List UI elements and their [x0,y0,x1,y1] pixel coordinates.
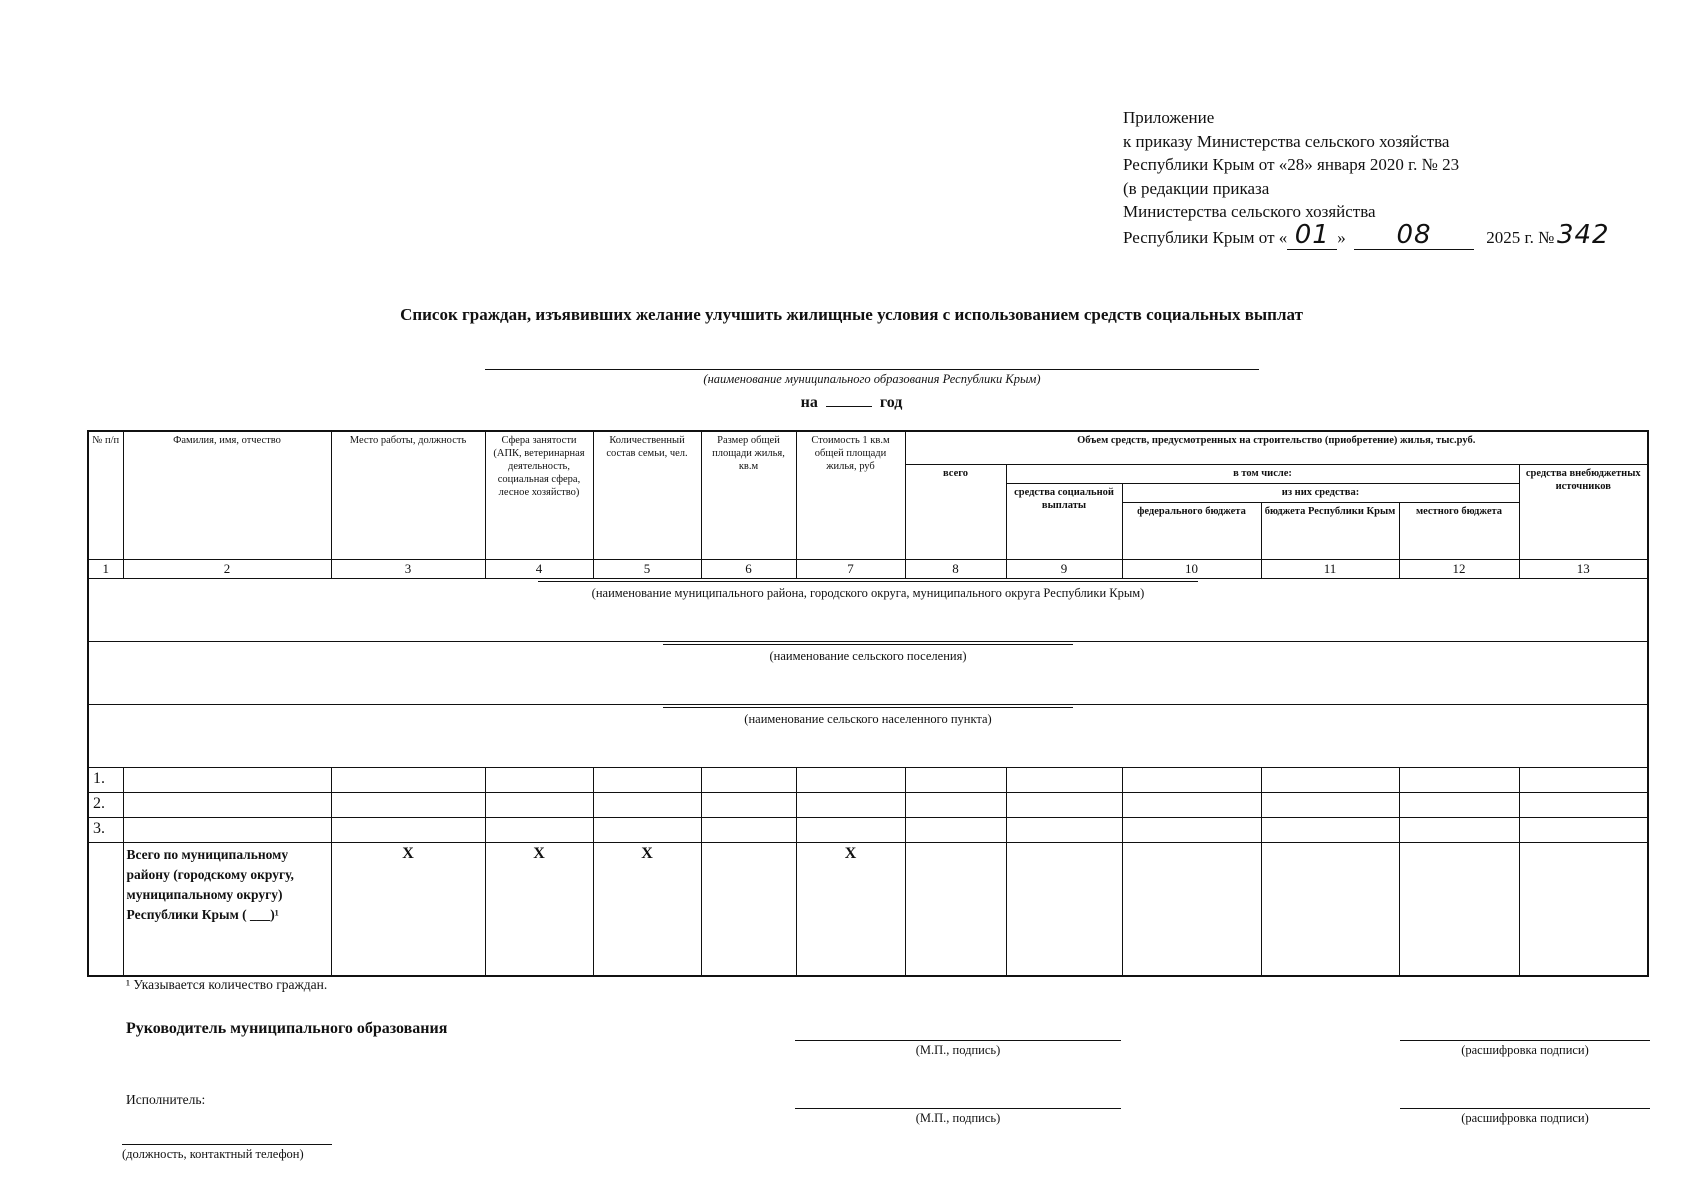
total-label: Всего по муниципальному району (городскому округу, муниципальному округу) Республики Крым ( ___)¹ [123,843,331,977]
header-extrabudget: средства внебюджетных источников [1519,465,1648,560]
header-of-which: из них средства: [1122,484,1519,503]
colnum: 11 [1261,560,1399,579]
header-family-size: Количественный состав семьи, чел. [593,431,701,560]
table-row [88,818,1648,843]
citizens-table [87,430,1649,977]
head-signature-line: (М.П., подпись) [795,1040,1121,1058]
section-row-district [88,579,1648,642]
appendix-line-1: Приложение [1123,108,1215,127]
position-caption: (должность, контактный телефон) [122,1147,304,1161]
row-number: 3. [88,818,123,843]
header-number: № п/п [88,431,123,560]
row-number: 2. [88,793,123,818]
year-line [0,390,1703,412]
colnum: 3 [331,560,485,579]
header-republic: бюджета Республики Крым [1261,503,1399,560]
colnum: 7 [796,560,905,579]
x-mark: X [796,843,905,977]
head-label: Руководитель муниципального образования [126,1020,448,1037]
header-area: Размер общей площади жилья, кв.м [701,431,796,560]
colnum: 10 [1122,560,1261,579]
handwritten-number: 342 [1556,219,1610,250]
header-employment-sphere: Сфера занятости (АПК, ветеринарная деятельность, социальная сфера, лесное хозяйство) [485,431,593,560]
appendix-block [1123,106,1612,250]
section-row-locality [88,705,1648,768]
header-workplace: Место работы, должность [331,431,485,560]
appendix-line-3: Республики Крым от «28» января 2020 г. № 23 [1123,155,1460,174]
section-caption: (наименование муниципального района, городского округа, муниципального округа Республики Крым) [591,586,1145,600]
document-title: Список граждан, изъявивших желание улучшить жилищные условия с использованием средств социальных выплат [400,305,1303,324]
head-decode-line: (расшифровка подписи) [1400,1040,1650,1058]
section-caption: (наименование сельского населенного пункта) [744,712,992,726]
appendix-year-text: 2025 г. № [1486,227,1555,247]
x-mark: X [331,843,485,977]
appendix-date-prefix: Республики Крым от « [1123,227,1288,247]
position-fill-line [122,1144,332,1145]
executor-decode-line: (расшифровка подписи) [1400,1108,1650,1126]
executor-signature-line: (М.П., подпись) [795,1108,1121,1126]
colnum: 4 [485,560,593,579]
column-number-row [88,560,1648,579]
appendix-line-2: к приказу Министерства сельского хозяйства [1123,131,1450,151]
year-blank [826,390,872,407]
colnum: 8 [905,560,1006,579]
year-prefix: на [800,394,818,411]
appendix-day-close: » [1337,227,1346,247]
colnum: 12 [1399,560,1519,579]
header-social-payment: средства социальной выплаты [1006,484,1122,560]
section-fill-line [663,644,1073,645]
table-row [88,793,1648,818]
x-mark: X [593,843,701,977]
colnum: 9 [1006,560,1122,579]
appendix-line-6 [1123,219,1612,250]
colnum: 5 [593,560,701,579]
footnote: ¹ Указывается количество граждан. [126,977,328,992]
total-row [88,843,1648,977]
header-full-name: Фамилия, имя, отчество [123,431,331,560]
handwritten-day: 01 [1287,224,1337,250]
municipality-caption: (наименование муниципального образования Республики Крым) [703,372,1041,386]
colnum: 6 [701,560,796,579]
colnum: 1 [88,560,123,579]
handwritten-month: 08 [1354,224,1474,250]
header-funds: Объем средств, предусмотренных на строительство (приобретение) жилья, тыс.руб. [905,431,1648,465]
header-cost-per-sqm: Стоимость 1 кв.м общей площади жилья, руб [796,431,905,560]
table-row [88,768,1648,793]
municipality-fill-line [485,369,1259,370]
section-caption: (наименование сельского поселения) [769,649,967,663]
colnum: 2 [123,560,331,579]
header-row-1 [88,431,1648,465]
header-local: местного бюджета [1399,503,1519,560]
header-including: в том числе: [1006,465,1519,484]
colnum: 13 [1519,560,1648,579]
section-fill-line [663,707,1073,708]
section-row-settlement [88,642,1648,705]
appendix-line-4: (в редакции приказа [1123,178,1270,198]
header-federal: федерального бюджета [1122,503,1261,560]
executor-label: Исполнитель: [126,1092,206,1107]
row-number: 1. [88,768,123,793]
section-fill-line [538,581,1198,582]
appendix-line-5: Министерства сельского хозяйства [1123,202,1376,221]
header-total: всего [905,465,1006,560]
x-mark: X [485,843,593,977]
year-suffix: год [879,394,903,411]
